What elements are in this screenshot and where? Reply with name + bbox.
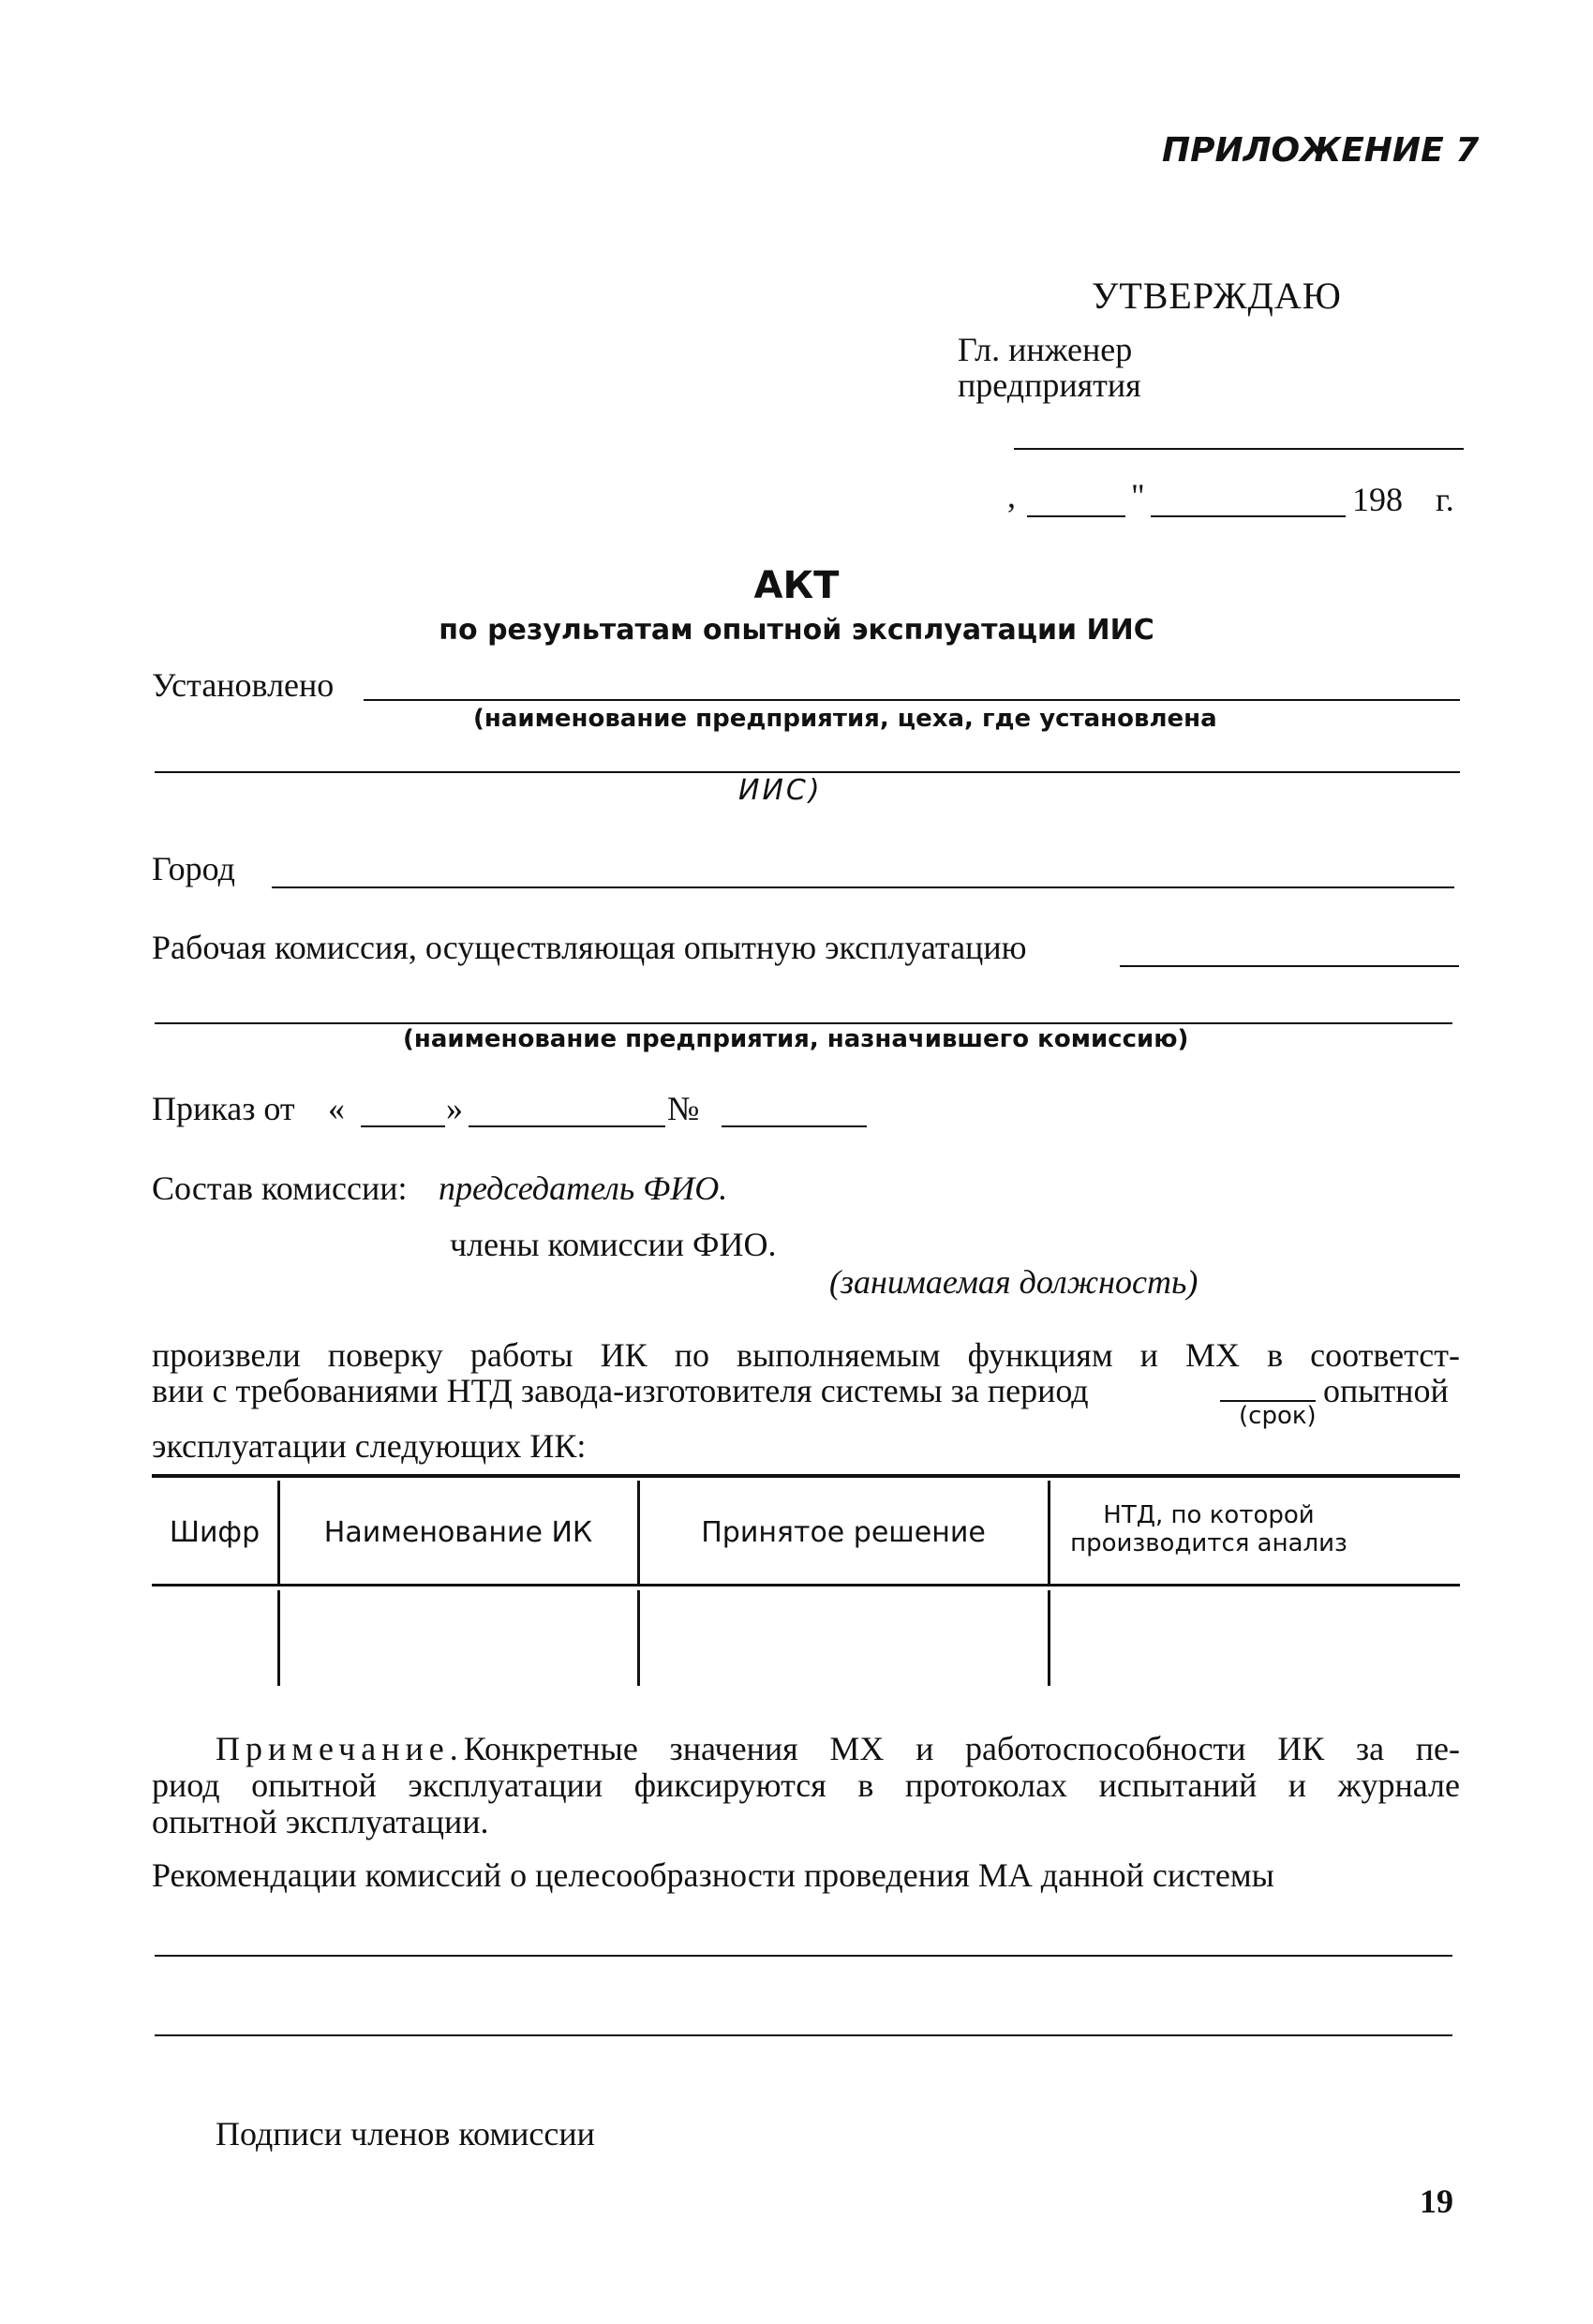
table-header-ntd: НТД, по которой производится анализ [1070,1501,1347,1557]
table-header-decision [639,1516,1048,1549]
approver-position-line1: Гл. инженер [958,331,1133,368]
order-close-quote: » [446,1090,463,1127]
table-cell-name[interactable] [279,1593,637,1685]
order-label: Приказ от [152,1090,295,1127]
approve-month-line[interactable] [1151,515,1346,517]
order-number-sign: № [667,1090,700,1127]
approver-position-line2: предприятия [958,366,1141,404]
page-number: 19 [1420,2182,1453,2220]
approve-day-line[interactable] [1027,515,1125,517]
appendix-title: ПРИЛОЖЕНИЕ 7 [1162,131,1480,170]
commission-line-2[interactable] [155,1022,1452,1024]
composition-label: Состав комиссии: [152,1169,408,1207]
approve-year-suffix: г. [1436,481,1454,518]
commission-line[interactable] [1120,965,1459,967]
recommendations-line-2[interactable] [155,2034,1452,2036]
table-header-name-text: Наименование ИК [323,1516,593,1549]
order-month-line[interactable] [469,1125,665,1127]
act-subtitle-text: по результатам опытной эксплуатации ИИС [439,614,1154,647]
table-cell-decision[interactable] [639,1593,1048,1685]
body-line-3: эксплуатации следующих ИК: [152,1427,587,1465]
body-line-2-end: опытной [1323,1372,1449,1409]
table-col-divider-3 [1048,1481,1050,1584]
table-top-rule [152,1474,1460,1478]
act-title-text: АКТ [753,564,840,607]
period-hint: (срок) [1239,1402,1317,1430]
approve-year: 198 [1352,481,1403,518]
table-cell-ntd[interactable] [1050,1593,1460,1685]
order-number-line[interactable] [722,1125,867,1127]
approver-signature-line[interactable] [1014,448,1464,450]
members-hint: (занимаемая должность) [829,1263,1198,1301]
note-text-1: Конкретные значения МХ и работоспособности ИК за пе- [463,1730,1460,1767]
table-header-rule [152,1584,1460,1587]
approve-heading: УТВЕРЖДАЮ [1092,275,1342,317]
date-close-quote: " [1131,477,1145,514]
installed-line[interactable] [364,699,1460,701]
table-header-code [152,1516,277,1549]
note-line-3: опытной эксплуатации. [152,1803,489,1840]
body-line-1: произвели поверку работы ИК по выполняемым функциям и МХ в соответст- [152,1336,1460,1374]
installed-line-2[interactable] [155,771,1460,773]
signatures-label: Подписи членов комиссии [216,2115,595,2153]
act-title [0,564,1593,607]
recommendations-label: Рекомендации комиссий о целесообразности проведения МА данной системы [152,1856,1274,1894]
city-line[interactable] [272,886,1454,888]
installed-hint: (наименование предприятия, цеха, где установлена [473,705,1217,733]
order-day-line[interactable] [361,1125,445,1127]
note-line-1 [152,1729,1460,1768]
date-open-quote: , [1007,477,1016,514]
installed-hint-2: ИИС) [738,774,823,807]
body-line-2-start: вии с требованиями НТД завода-изготовителя системы за период [152,1372,1089,1409]
order-open-quote: « [328,1090,345,1127]
table-header-decision-text: Принятое решение [701,1516,986,1549]
note-line-2: риод опытной эксплуатации фиксируются в протоколах испытаний и журнале [152,1766,1460,1804]
commission-hint: (наименование предприятия, назначившего комиссию) [403,1025,1189,1053]
commission-label: Рабочая комиссия, осуществляющая опытную эксплуатацию [152,929,1027,966]
city-label: Город [152,850,235,887]
note-label: Примечание. [216,1730,464,1767]
table-cell-code[interactable] [152,1593,277,1685]
act-subtitle [0,614,1593,647]
table-header-name [279,1516,637,1549]
composition-chair: председатель ФИО. [439,1169,728,1207]
commission-members: члены комиссии ФИО. [450,1226,777,1263]
table-header-code-text: Шифр [169,1516,261,1549]
recommendations-line-1[interactable] [155,1955,1452,1957]
installed-label: Установлено [152,666,335,704]
